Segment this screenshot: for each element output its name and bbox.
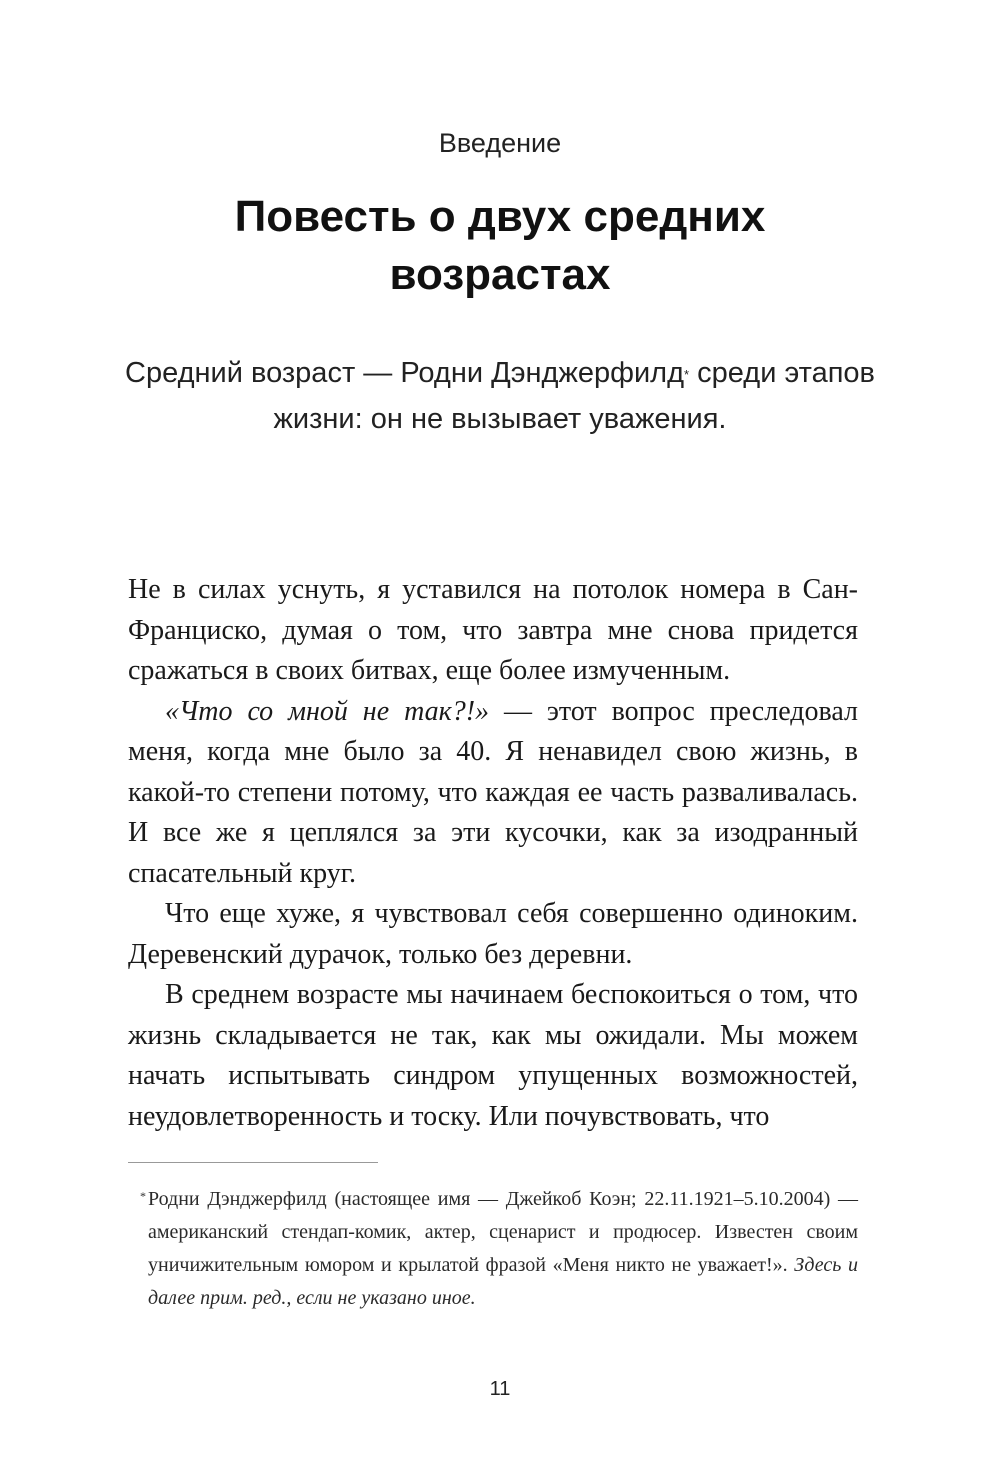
- page-number: 11: [489, 1378, 511, 1400]
- footnote-text: Родни Дэнджерфилд (настоящее имя — Джейкоб Коэн; 22.11.1921–5.10.2004) — американский стендап-комик, актер, сценарист и продюсер. Известен своим уничижительным юмором и крылатой фразой «Меня никто не уважает!».: [148, 1188, 858, 1276]
- footnote-divider: [128, 1162, 378, 1163]
- section-label: Введение: [438, 128, 562, 158]
- epigraph: [120, 350, 880, 442]
- paragraph-2-text: — этот вопрос преследовал меня, когда мне было за 40. Я ненавидел свою жизнь, в какой-то степени потому, что каждая ее часть разваливалась. И все же я цеплялся за эти кусочки, как за изодранный спасательный круг.: [128, 695, 858, 889]
- paragraph-1: Не в силах уснуть, я уставился на потолок номера в Сан-Франциско, думая о том, что завтра мне снова придется сражаться в своих битвах, еще более измученным.: [128, 574, 858, 686]
- footnote-mark: *: [140, 1189, 146, 1203]
- epigraph-part-1: Средний возраст — Родни Дэнджерфилд: [125, 357, 685, 389]
- epigraph-part-2: среди этапов жизни: он не вызывает уважения.: [273, 357, 875, 435]
- epigraph-footnote-mark[interactable]: *: [684, 367, 690, 382]
- chapter-title: [120, 188, 880, 304]
- paragraph-3: Что еще хуже, я чувствовал себя совершенно одиноким. Деревенский дурачок, только без деревни.: [128, 898, 858, 970]
- body-text: [128, 570, 858, 1137]
- footnote-editor-note: Здесь и далее прим. ред., если не указано иное.: [148, 1254, 858, 1309]
- paragraph-2-quote: «Что со мной не так?!»: [165, 695, 490, 727]
- footnote: [140, 1183, 858, 1315]
- chapter-title-line-1: Повесть о двух средних: [234, 192, 766, 241]
- paragraph-4: В среднем возрасте мы начинаем беспокоиться о том, что жизнь складывается не так, как мы ожидали. Мы можем начать испытывать синдром упущенных возможностей, неудовлетворенность и тоску. Или почувствовать, что: [128, 979, 858, 1132]
- paragraph-2: [128, 692, 858, 895]
- chapter-title-line-2: возрастах: [389, 250, 611, 299]
